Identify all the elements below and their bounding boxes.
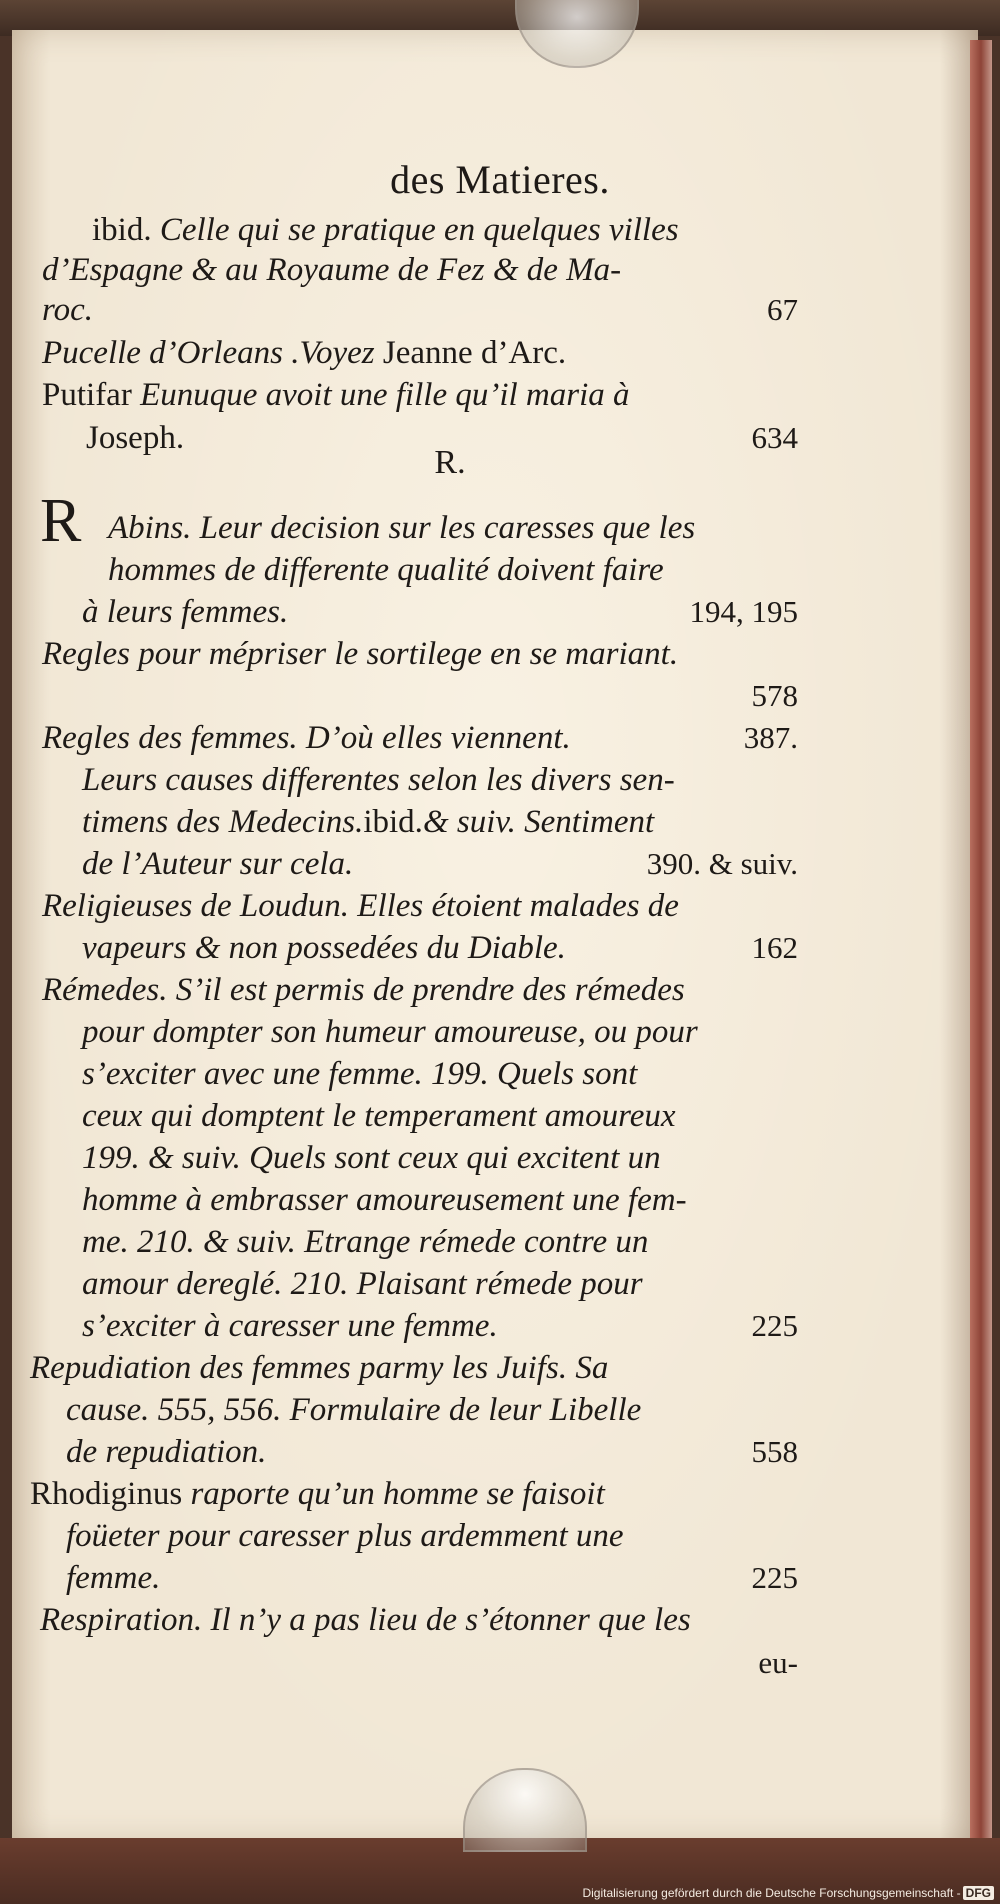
entry-text: hommes de differente qualité doivent faire [108, 552, 664, 588]
index-entry-line [66, 1390, 641, 1430]
entry-text: homme à embrasser amoureusement une fem- [82, 1182, 687, 1218]
entry-text: roc. [42, 292, 94, 328]
index-entry-line [42, 634, 678, 674]
page-reference: 578 [751, 678, 798, 713]
index-entry-line [82, 1054, 637, 1094]
entry-text: Celle qui se pratique en quelques villes [159, 212, 679, 248]
index-entry-line [82, 1264, 643, 1304]
index-entry-line [40, 1600, 691, 1640]
page-reference: 194, 195 [689, 594, 798, 629]
index-entry-line [42, 375, 630, 415]
index-entry-line [82, 1222, 648, 1262]
index-entry-line [42, 290, 93, 330]
index-entry-line [42, 886, 679, 926]
index-entry-line [66, 1558, 160, 1598]
index-entry-line [82, 1012, 698, 1052]
index-entry-line [66, 1432, 266, 1472]
index-entry-line [86, 418, 184, 458]
entry-text: de l’Auteur sur cela. [82, 846, 354, 882]
index-entry-line [30, 1348, 608, 1388]
page-reference: 387. [743, 720, 798, 755]
entry-text: Joseph. [86, 420, 185, 456]
section-letter: R. [434, 444, 466, 481]
index-entry-line [82, 1096, 676, 1136]
index-entry-line [82, 802, 654, 842]
entry-text: d’Espagne & au Royaume de Fez & de Ma- [42, 252, 622, 288]
entry-text: Repudiation des femmes parmy les Juifs. Sa [30, 1350, 609, 1386]
entry-text: Regles des femmes. D’où elles viennent. [42, 720, 571, 756]
entry-text: Rhodiginus [30, 1476, 191, 1512]
page-reference: 634 [751, 420, 798, 455]
entry-text: de repudiation. [66, 1434, 267, 1470]
entry-text: Regles pour mépriser le sortilege en se mariant. [42, 636, 679, 672]
entry-text: Jeanne d’Arc. [382, 335, 567, 371]
entry-text: ceux qui domptent le temperament amoureux [82, 1098, 676, 1134]
index-entry-line [42, 250, 621, 290]
page-reference: 225 [751, 1308, 798, 1343]
entry-text: foüeter pour caresser plus ardemment une [66, 1518, 624, 1554]
entry-text: raporte qu’un homme se faisoit [190, 1476, 605, 1512]
index-entry-line [42, 333, 566, 373]
entry-text: Pucelle d’Orleans .Voyez [42, 335, 383, 371]
page-reference: 390. & suiv. [646, 846, 798, 881]
entry-text: pour dompter son humeur amoureuse, ou pour [82, 1014, 698, 1050]
entry-text: Leurs causes differentes selon les divers sen- [82, 762, 675, 798]
entry-text: Rémedes. S’il est permis de prendre des rémedes [42, 972, 685, 1008]
entry-text: timens des Medecins. [82, 804, 364, 840]
entry-text: à leurs femmes. [82, 594, 289, 630]
digitization-credit [582, 1886, 994, 1900]
index-entry-line [108, 550, 664, 590]
dfg-logo: DFG [963, 1886, 994, 1900]
entry-text: Religieuses de Loudun. Elles étoient malades de [42, 888, 679, 924]
running-header: des Matieres. [390, 157, 610, 202]
index-entry-line [82, 1306, 498, 1346]
entry-text: me. 210. & suiv. Etrange rémede contre un [82, 1224, 649, 1260]
index-entry-line [82, 1138, 661, 1178]
index-entry-line [66, 1516, 624, 1556]
page-reference: 225 [751, 1560, 798, 1595]
index-entry-line [82, 592, 288, 632]
entry-text: amour dereglé. 210. Plaisant rémede pour [82, 1266, 643, 1302]
entry-text: s’exciter avec une femme. 199. Quels sont [82, 1056, 638, 1092]
entry-text: Abins. Leur decision sur les caresses que les [108, 510, 696, 546]
index-entry-line [42, 718, 571, 758]
index-entry-line [82, 1180, 687, 1220]
entry-text: 199. & suiv. Quels sont ceux qui excitent un [82, 1140, 661, 1176]
index-entry-line [108, 508, 695, 548]
entry-text: vapeurs & non possedées du Diable. [82, 930, 566, 966]
credit-text: Digitalisierung gefördert durch die Deutsche Forschungsgemeinschaft - [582, 1886, 961, 1900]
index-entry-line [82, 928, 566, 968]
entry-text: Respiration. Il n’y a pas lieu de s’étonner que les [40, 1602, 691, 1638]
entry-text: femme. [66, 1560, 161, 1596]
entry-text: Eunuque avoit une fille qu’il maria à [140, 377, 630, 413]
index-entry-line [30, 1474, 605, 1514]
page-reference: 162 [751, 930, 798, 965]
entry-text: s’exciter à caresser une femme. [82, 1308, 498, 1344]
index-entry-line [82, 760, 675, 800]
page-reference: 67 [767, 292, 798, 327]
entry-text: ibid. [92, 212, 160, 248]
page-reference: eu- [758, 1645, 798, 1680]
drop-cap: R [40, 487, 82, 555]
entry-text: cause. 555, 556. Formulaire de leur Libelle [66, 1392, 642, 1428]
index-entry-line [92, 210, 679, 250]
entry-text: & suiv. Sentiment [422, 804, 655, 840]
page-reference: 558 [751, 1434, 798, 1469]
entry-text: ibid. [363, 804, 423, 840]
index-entry-line [82, 844, 353, 884]
index-entry-line [42, 970, 685, 1010]
entry-text: Putifar [42, 377, 141, 413]
